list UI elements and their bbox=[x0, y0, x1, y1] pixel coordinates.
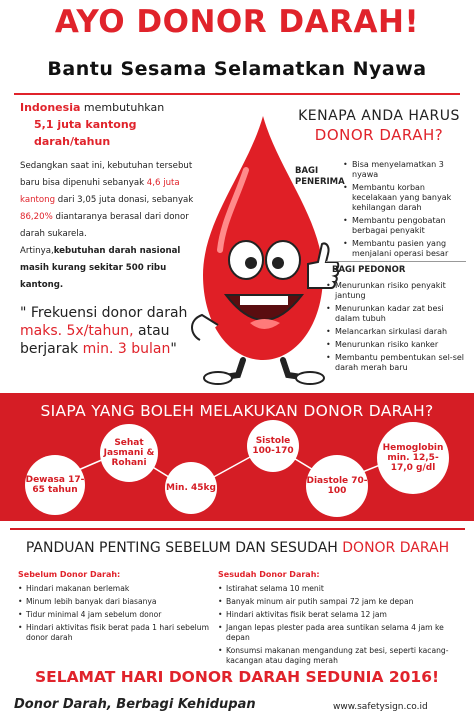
list-item: • Minum lebih banyak dari biasanya bbox=[18, 597, 210, 607]
list-item: • Jangan lepas plester pada area suntikan selama 4 jam ke depan bbox=[218, 623, 456, 643]
divider bbox=[326, 261, 466, 262]
website-link[interactable]: www.safetysign.co.id bbox=[333, 702, 428, 712]
list-item: • Membantu korban kecelakaan yang banyak kehilangan darah bbox=[343, 183, 465, 213]
list-item: • Konsumsi makanan mengandung zat besi, seperti kacang-kacangan atau daging merah bbox=[218, 646, 456, 666]
frequency-quote: " Frekuensi donor darah maks. 5x/tahun, atau berjarak min. 3 bulan" bbox=[20, 305, 188, 357]
page-subtitle: Bantu Sesama Selamatkan Nyawa bbox=[47, 58, 427, 80]
eligibility-title: SIAPA YANG BOLEH MELAKUKAN DONOR DARAH? bbox=[40, 402, 434, 420]
criteria-diastole: Diastole 70-100 bbox=[306, 455, 368, 517]
recipient-list bbox=[343, 160, 465, 259]
list-item: • Menurunkan risiko kanker bbox=[326, 340, 466, 350]
list-item: • Hindari aktivitas fisik berat selama 12 jam bbox=[218, 610, 456, 620]
list-item: • Membantu pengobatan berbagai penyakit bbox=[343, 216, 465, 236]
list-item: • Hindari makanan berlemak bbox=[18, 584, 210, 594]
before-label: Sebelum Donor Darah: bbox=[18, 570, 121, 579]
list-item: • Tidur minimal 4 jam sebelum donor bbox=[18, 610, 210, 620]
criteria-systole: Sistole 100-170 bbox=[247, 420, 299, 472]
list-item: • Melancarkan sirkulasi darah bbox=[326, 327, 466, 337]
why-heading: KENAPA ANDA HARUS DONOR DARAH? bbox=[298, 108, 460, 144]
needs-text: membutuhkan bbox=[80, 101, 165, 114]
list-item: • Membantu pembentukan sel-sel darah merah baru bbox=[326, 353, 466, 373]
after-donation bbox=[218, 570, 456, 669]
criteria-hemoglobin: Hemoglobin min. 12,5-17,0 g/dl bbox=[377, 422, 449, 494]
list-item: • Banyak minum air putih sampai 72 jam ke depan bbox=[218, 597, 456, 607]
page-title: AYO DONOR DARAH! bbox=[54, 4, 420, 40]
footer-slogan: Donor Darah, Berbagi Kehidupan bbox=[14, 697, 256, 712]
supply-paragraph: Sedangkan saat ini, kebutuhan tersebut baru bisa dipenuhi sebanyak 4,6 juta kantong dari 3,05 juta donasi, sebanyak 86,20% diantaranya berasal dari donor darah sukarela. bbox=[20, 161, 194, 239]
shortage-paragraph: Artinya,kebutuhan darah nasional masih kurang sekitar 500 ribu kantong. bbox=[20, 246, 181, 290]
criteria-age: Dewasa 17-65 tahun bbox=[25, 455, 85, 515]
country-label: Indonesia bbox=[20, 101, 81, 114]
divider bbox=[14, 93, 460, 95]
before-donation bbox=[18, 570, 210, 646]
stats-block bbox=[20, 100, 208, 358]
donor-benefits bbox=[326, 265, 466, 376]
list-item: • Menurunkan kadar zat besi dalam tubuh bbox=[326, 304, 466, 324]
criteria-weight: Min. 45kg bbox=[165, 462, 217, 514]
guide-title: PANDUAN PENTING SEBELUM DAN SESUDAH DONOR DARAH bbox=[25, 540, 450, 556]
list-item: • Menurunkan risiko penyakit jantung bbox=[326, 281, 466, 301]
need-amount: 5,1 juta kantong darah/tahun bbox=[34, 118, 137, 148]
criteria-health: Sehat Jasmani & Rohani bbox=[100, 424, 158, 482]
after-label: Sesudah Donor Darah: bbox=[218, 570, 320, 579]
list-item: • Hindari aktivitas fisik berat pada 1 hari sebelum donor darah bbox=[18, 623, 210, 643]
footer-headline: SELAMAT HARI DONOR DARAH SEDUNIA 2016! bbox=[34, 668, 440, 686]
list-item: • Istirahat selama 10 menit bbox=[218, 584, 456, 594]
recipient-label: BAGI PENERIMA bbox=[295, 166, 345, 187]
recipient-benefits bbox=[289, 160, 465, 262]
list-item: • Membantu pasien yang menjalani operasi besar bbox=[343, 239, 465, 259]
donor-list bbox=[326, 281, 466, 373]
list-item: • Bisa menyelamatkan 3 nyawa bbox=[343, 160, 465, 180]
donor-label: BAGI PEDONOR bbox=[332, 265, 406, 275]
